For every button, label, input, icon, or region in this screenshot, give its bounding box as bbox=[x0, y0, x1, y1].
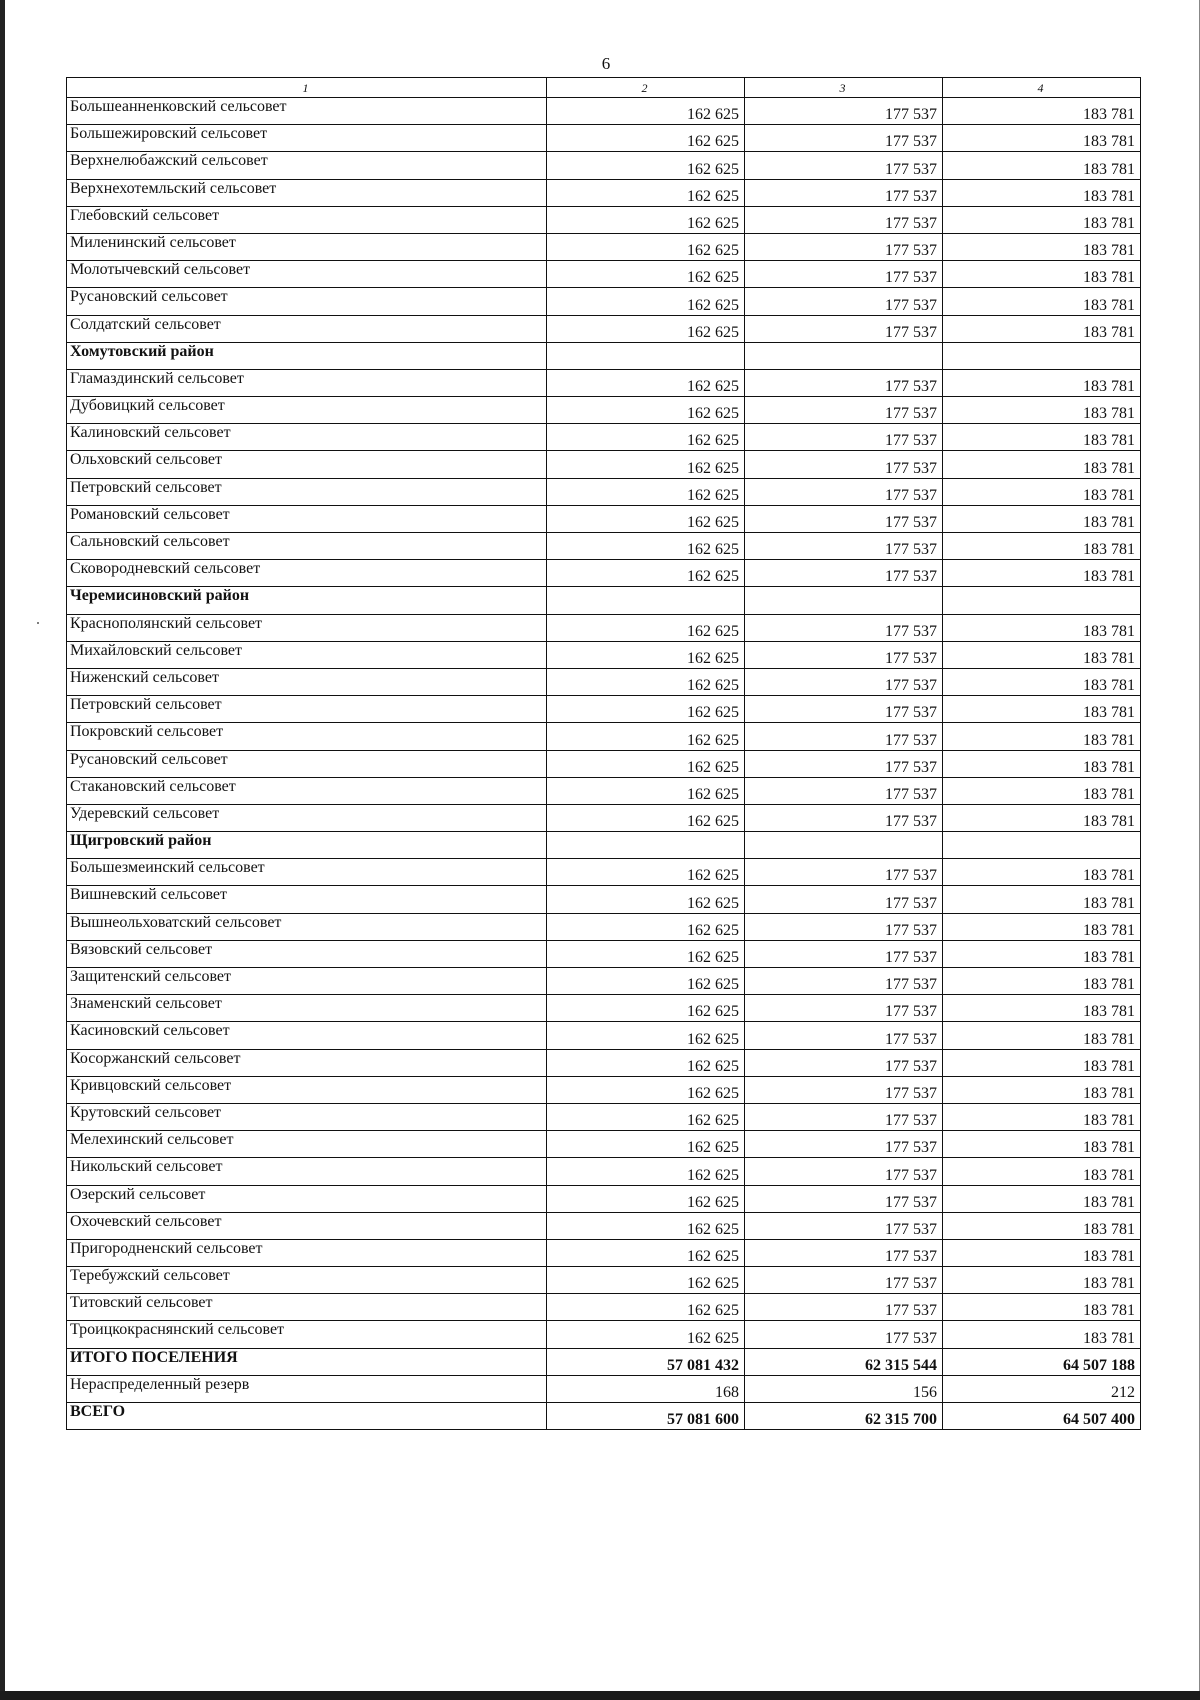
value-col-2-cell: 162 625 bbox=[547, 614, 745, 641]
value-col-4-cell: 183 781 bbox=[943, 261, 1141, 288]
value-col-3-cell: 177 537 bbox=[745, 886, 943, 913]
value-col-3-cell: 177 537 bbox=[745, 288, 943, 315]
value-col-3-cell: 177 537 bbox=[745, 1294, 943, 1321]
value-col-4-cell: 183 781 bbox=[943, 913, 1141, 940]
value-col-4-cell: 183 781 bbox=[943, 1267, 1141, 1294]
value-col-2-cell: 162 625 bbox=[547, 859, 745, 886]
table-row bbox=[67, 940, 1141, 967]
value-col-4-cell: 183 781 bbox=[943, 859, 1141, 886]
value-col-4-cell: 183 781 bbox=[943, 1076, 1141, 1103]
value-col-4-cell: 183 781 bbox=[943, 533, 1141, 560]
value-col-4-cell: 183 781 bbox=[943, 750, 1141, 777]
value-col-2-cell: 162 625 bbox=[547, 369, 745, 396]
value-col-4-cell: 183 781 bbox=[943, 397, 1141, 424]
value-col-3-cell: 177 537 bbox=[745, 1267, 943, 1294]
table-row bbox=[67, 1185, 1141, 1212]
settlement-name-cell: Вышнеольховатский сельсовет bbox=[67, 913, 547, 940]
value-col-2-cell: 162 625 bbox=[547, 886, 745, 913]
value-col-4-cell: 183 781 bbox=[943, 1294, 1141, 1321]
value-col-4-cell: 64 507 188 bbox=[943, 1348, 1141, 1375]
table-row bbox=[67, 1294, 1141, 1321]
settlement-name-cell: Дубовицкий сельсовет bbox=[67, 397, 547, 424]
table-row bbox=[67, 1267, 1141, 1294]
value-col-4-cell: 183 781 bbox=[943, 1185, 1141, 1212]
value-col-3-cell: 177 537 bbox=[745, 152, 943, 179]
column-number-row bbox=[67, 78, 1141, 98]
table-row bbox=[67, 1049, 1141, 1076]
settlement-name-cell: Нераспределенный резерв bbox=[67, 1375, 547, 1402]
settlement-name-cell: Петровский сельсовет bbox=[67, 478, 547, 505]
value-col-4-cell: 183 781 bbox=[943, 98, 1141, 125]
value-col-4-cell: 212 bbox=[943, 1375, 1141, 1402]
value-col-2-cell: 162 625 bbox=[547, 777, 745, 804]
value-col-3-cell: 177 537 bbox=[745, 125, 943, 152]
value-col-3-cell: 177 537 bbox=[745, 179, 943, 206]
value-col-3-cell: 177 537 bbox=[745, 451, 943, 478]
value-col-2-cell: 162 625 bbox=[547, 804, 745, 831]
value-col-3-cell: 177 537 bbox=[745, 1185, 943, 1212]
settlement-name-cell: Большеанненковский сельсовет bbox=[67, 98, 547, 125]
table-row bbox=[67, 777, 1141, 804]
table-row bbox=[67, 1212, 1141, 1239]
value-col-2-cell: 162 625 bbox=[547, 750, 745, 777]
value-col-3-cell: 177 537 bbox=[745, 369, 943, 396]
value-col-2-cell: 162 625 bbox=[547, 641, 745, 668]
value-col-2-cell: 162 625 bbox=[547, 995, 745, 1022]
table-row bbox=[67, 614, 1141, 641]
value-col-4-cell: 183 781 bbox=[943, 804, 1141, 831]
table-row bbox=[67, 886, 1141, 913]
value-col-2-cell: 162 625 bbox=[547, 1076, 745, 1103]
table-body bbox=[67, 78, 1141, 1430]
table-row bbox=[67, 1103, 1141, 1130]
settlement-name-cell: Хомутовский район bbox=[67, 342, 547, 369]
value-col-2-cell: 162 625 bbox=[547, 1022, 745, 1049]
value-col-3-cell: 177 537 bbox=[745, 723, 943, 750]
value-col-2-cell bbox=[547, 587, 745, 614]
value-col-3-cell: 177 537 bbox=[745, 750, 943, 777]
value-col-3-cell: 177 537 bbox=[745, 560, 943, 587]
settlement-name-cell: Русановский сельсовет bbox=[67, 288, 547, 315]
value-col-4-cell: 183 781 bbox=[943, 1212, 1141, 1239]
value-col-4-cell: 183 781 bbox=[943, 1103, 1141, 1130]
value-col-4-cell: 183 781 bbox=[943, 995, 1141, 1022]
settlement-name-cell: Мелехинский сельсовет bbox=[67, 1131, 547, 1158]
settlement-name-cell: ВСЕГО bbox=[67, 1403, 547, 1430]
settlement-name-cell: Пригородненский сельсовет bbox=[67, 1239, 547, 1266]
table-row bbox=[67, 859, 1141, 886]
table-row bbox=[67, 98, 1141, 125]
settlement-name-cell: Озерский сельсовет bbox=[67, 1185, 547, 1212]
value-col-3-cell: 177 537 bbox=[745, 913, 943, 940]
value-col-2-cell: 162 625 bbox=[547, 668, 745, 695]
total-row bbox=[67, 1348, 1141, 1375]
settlement-name-cell: Романовский сельсовет bbox=[67, 505, 547, 532]
settlement-name-cell: Крутовский сельсовет bbox=[67, 1103, 547, 1130]
value-col-4-cell: 183 781 bbox=[943, 940, 1141, 967]
table-row bbox=[67, 750, 1141, 777]
table-row bbox=[67, 1022, 1141, 1049]
table-row bbox=[67, 995, 1141, 1022]
value-col-3-cell: 177 537 bbox=[745, 206, 943, 233]
value-col-3-cell: 177 537 bbox=[745, 668, 943, 695]
value-col-4-cell: 183 781 bbox=[943, 478, 1141, 505]
table-row bbox=[67, 723, 1141, 750]
value-col-3-cell: 177 537 bbox=[745, 968, 943, 995]
table-row bbox=[67, 424, 1141, 451]
settlement-name-cell: Защитенский сельсовет bbox=[67, 968, 547, 995]
value-col-3-cell: 62 315 700 bbox=[745, 1403, 943, 1430]
settlement-name-cell: Кривцовский сельсовет bbox=[67, 1076, 547, 1103]
value-col-4-cell: 64 507 400 bbox=[943, 1403, 1141, 1430]
settlement-name-cell: Троицкокраснянский сельсовет bbox=[67, 1321, 547, 1348]
value-col-3-cell: 62 315 544 bbox=[745, 1348, 943, 1375]
settlement-name-cell: Касиновский сельсовет bbox=[67, 1022, 547, 1049]
value-col-2-cell: 162 625 bbox=[547, 560, 745, 587]
value-col-2-cell: 57 081 432 bbox=[547, 1348, 745, 1375]
settlement-name-cell: Сальновский сельсовет bbox=[67, 533, 547, 560]
table-row bbox=[67, 397, 1141, 424]
value-col-4-cell: 183 781 bbox=[943, 152, 1141, 179]
value-col-2-cell: 162 625 bbox=[547, 1294, 745, 1321]
value-col-3-cell bbox=[745, 832, 943, 859]
table-row bbox=[67, 261, 1141, 288]
value-col-2-cell: 162 625 bbox=[547, 424, 745, 451]
value-col-2-cell: 162 625 bbox=[547, 179, 745, 206]
settlement-name-cell: ИТОГО ПОСЕЛЕНИЯ bbox=[67, 1348, 547, 1375]
value-col-3-cell: 177 537 bbox=[745, 777, 943, 804]
value-col-2-cell: 162 625 bbox=[547, 288, 745, 315]
table-row bbox=[67, 804, 1141, 831]
table-row bbox=[67, 1321, 1141, 1348]
value-col-4-cell bbox=[943, 587, 1141, 614]
value-col-3-cell: 177 537 bbox=[745, 1239, 943, 1266]
settlement-name-cell: Щигровский район bbox=[67, 832, 547, 859]
value-col-3-cell: 177 537 bbox=[745, 478, 943, 505]
column-number-2: 2 bbox=[547, 78, 745, 98]
value-col-2-cell: 162 625 bbox=[547, 125, 745, 152]
value-col-3-cell: 177 537 bbox=[745, 98, 943, 125]
settlement-name-cell: Титовский сельсовет bbox=[67, 1294, 547, 1321]
value-col-4-cell bbox=[943, 342, 1141, 369]
value-col-2-cell: 162 625 bbox=[547, 1239, 745, 1266]
settlement-name-cell: Стакановский сельсовет bbox=[67, 777, 547, 804]
value-col-2-cell: 162 625 bbox=[547, 1131, 745, 1158]
table-row bbox=[67, 696, 1141, 723]
value-col-4-cell: 183 781 bbox=[943, 315, 1141, 342]
value-col-4-cell: 183 781 bbox=[943, 424, 1141, 451]
value-col-2-cell: 162 625 bbox=[547, 261, 745, 288]
value-col-4-cell: 183 781 bbox=[943, 206, 1141, 233]
value-col-4-cell: 183 781 bbox=[943, 1022, 1141, 1049]
table-row bbox=[67, 1158, 1141, 1185]
allocation-table bbox=[66, 77, 1141, 1430]
settlement-name-cell: Знаменский сельсовет bbox=[67, 995, 547, 1022]
value-col-4-cell: 183 781 bbox=[943, 125, 1141, 152]
settlement-name-cell: Вишневский сельсовет bbox=[67, 886, 547, 913]
value-col-4-cell: 183 781 bbox=[943, 179, 1141, 206]
value-col-4-cell: 183 781 bbox=[943, 723, 1141, 750]
column-number-3: 3 bbox=[745, 78, 943, 98]
value-col-2-cell: 162 625 bbox=[547, 478, 745, 505]
value-col-2-cell: 162 625 bbox=[547, 1049, 745, 1076]
district-row bbox=[67, 342, 1141, 369]
settlement-name-cell: Петровский сельсовет bbox=[67, 696, 547, 723]
value-col-2-cell: 162 625 bbox=[547, 723, 745, 750]
table-row bbox=[67, 1131, 1141, 1158]
table-row bbox=[67, 152, 1141, 179]
table-row bbox=[67, 913, 1141, 940]
value-col-3-cell: 177 537 bbox=[745, 424, 943, 451]
value-col-2-cell: 162 625 bbox=[547, 1185, 745, 1212]
value-col-2-cell: 162 625 bbox=[547, 1158, 745, 1185]
table-row bbox=[67, 315, 1141, 342]
value-col-2-cell: 162 625 bbox=[547, 968, 745, 995]
value-col-4-cell: 183 781 bbox=[943, 1049, 1141, 1076]
total-row bbox=[67, 1403, 1141, 1430]
table-row bbox=[67, 505, 1141, 532]
value-col-3-cell: 177 537 bbox=[745, 261, 943, 288]
value-col-4-cell: 183 781 bbox=[943, 668, 1141, 695]
value-col-2-cell: 162 625 bbox=[547, 913, 745, 940]
value-col-2-cell: 162 625 bbox=[547, 533, 745, 560]
value-col-4-cell: 183 781 bbox=[943, 451, 1141, 478]
value-col-4-cell: 183 781 bbox=[943, 641, 1141, 668]
table-row bbox=[67, 233, 1141, 260]
table-row bbox=[67, 968, 1141, 995]
value-col-2-cell: 162 625 bbox=[547, 152, 745, 179]
settlement-name-cell: Охочевский сельсовет bbox=[67, 1212, 547, 1239]
table-row bbox=[67, 560, 1141, 587]
value-col-4-cell: 183 781 bbox=[943, 1131, 1141, 1158]
value-col-3-cell: 177 537 bbox=[745, 859, 943, 886]
value-col-2-cell: 162 625 bbox=[547, 206, 745, 233]
value-col-2-cell bbox=[547, 342, 745, 369]
value-col-2-cell: 162 625 bbox=[547, 451, 745, 478]
settlement-name-cell: Русановский сельсовет bbox=[67, 750, 547, 777]
value-col-4-cell: 183 781 bbox=[943, 1158, 1141, 1185]
column-number-1: 1 bbox=[67, 78, 547, 98]
settlement-name-cell: Теребужский сельсовет bbox=[67, 1267, 547, 1294]
value-col-4-cell: 183 781 bbox=[943, 777, 1141, 804]
district-row bbox=[67, 587, 1141, 614]
value-col-3-cell: 156 bbox=[745, 1375, 943, 1402]
value-col-4-cell: 183 781 bbox=[943, 614, 1141, 641]
value-col-3-cell: 177 537 bbox=[745, 505, 943, 532]
value-col-2-cell: 162 625 bbox=[547, 98, 745, 125]
value-col-2-cell: 162 625 bbox=[547, 1212, 745, 1239]
table-row bbox=[67, 206, 1141, 233]
value-col-4-cell bbox=[943, 832, 1141, 859]
value-col-3-cell: 177 537 bbox=[745, 614, 943, 641]
settlement-name-cell: Сковородневский сельсовет bbox=[67, 560, 547, 587]
settlement-name-cell: Михайловский сельсовет bbox=[67, 641, 547, 668]
table-row bbox=[67, 179, 1141, 206]
value-col-2-cell: 57 081 600 bbox=[547, 1403, 745, 1430]
scan-speck bbox=[37, 622, 39, 624]
table-row bbox=[67, 369, 1141, 396]
settlement-name-cell: Верхнелюбажский сельсовет bbox=[67, 152, 547, 179]
value-col-2-cell: 162 625 bbox=[547, 1321, 745, 1348]
value-col-3-cell: 177 537 bbox=[745, 1131, 943, 1158]
settlement-name-cell: Ольховский сельсовет bbox=[67, 451, 547, 478]
column-number-4: 4 bbox=[943, 78, 1141, 98]
settlement-name-cell: Черемисиновский район bbox=[67, 587, 547, 614]
settlement-name-cell: Миленинский сельсовет bbox=[67, 233, 547, 260]
value-col-3-cell: 177 537 bbox=[745, 1212, 943, 1239]
table-row bbox=[67, 1375, 1141, 1402]
settlement-name-cell: Вязовский сельсовет bbox=[67, 940, 547, 967]
value-col-4-cell: 183 781 bbox=[943, 1321, 1141, 1348]
table-row bbox=[67, 1239, 1141, 1266]
value-col-4-cell: 183 781 bbox=[943, 1239, 1141, 1266]
value-col-2-cell: 162 625 bbox=[547, 505, 745, 532]
value-col-3-cell: 177 537 bbox=[745, 995, 943, 1022]
table-row bbox=[67, 668, 1141, 695]
value-col-2-cell bbox=[547, 832, 745, 859]
settlement-name-cell: Калиновский сельсовет bbox=[67, 424, 547, 451]
settlement-name-cell: Глебовский сельсовет bbox=[67, 206, 547, 233]
settlement-name-cell: Солдатский сельсовет bbox=[67, 315, 547, 342]
settlement-name-cell: Краснополянский сельсовет bbox=[67, 614, 547, 641]
settlement-name-cell: Большежировский сельсовет bbox=[67, 125, 547, 152]
value-col-4-cell: 183 781 bbox=[943, 886, 1141, 913]
value-col-2-cell: 162 625 bbox=[547, 940, 745, 967]
value-col-3-cell: 177 537 bbox=[745, 1103, 943, 1130]
page-number: 6 bbox=[601, 54, 611, 73]
value-col-4-cell: 183 781 bbox=[943, 288, 1141, 315]
value-col-3-cell bbox=[745, 342, 943, 369]
value-col-2-cell: 162 625 bbox=[547, 233, 745, 260]
value-col-3-cell: 177 537 bbox=[745, 641, 943, 668]
table-row bbox=[67, 641, 1141, 668]
value-col-3-cell: 177 537 bbox=[745, 940, 943, 967]
value-col-3-cell: 177 537 bbox=[745, 804, 943, 831]
table-row bbox=[67, 478, 1141, 505]
scan-bottom-edge bbox=[0, 1691, 1200, 1700]
value-col-4-cell: 183 781 bbox=[943, 369, 1141, 396]
value-col-4-cell: 183 781 bbox=[943, 696, 1141, 723]
value-col-2-cell: 162 625 bbox=[547, 1267, 745, 1294]
value-col-3-cell: 177 537 bbox=[745, 1076, 943, 1103]
scan-left-edge bbox=[0, 0, 5, 1700]
value-col-4-cell: 183 781 bbox=[943, 505, 1141, 532]
table-row bbox=[67, 1076, 1141, 1103]
table-row bbox=[67, 288, 1141, 315]
value-col-2-cell: 162 625 bbox=[547, 315, 745, 342]
settlement-name-cell: Покровский сельсовет bbox=[67, 723, 547, 750]
settlement-name-cell: Косоржанский сельсовет bbox=[67, 1049, 547, 1076]
value-col-4-cell: 183 781 bbox=[943, 560, 1141, 587]
value-col-3-cell: 177 537 bbox=[745, 1049, 943, 1076]
value-col-4-cell: 183 781 bbox=[943, 968, 1141, 995]
value-col-3-cell: 177 537 bbox=[745, 1321, 943, 1348]
settlement-name-cell: Ниженский сельсовет bbox=[67, 668, 547, 695]
district-row bbox=[67, 832, 1141, 859]
value-col-3-cell: 177 537 bbox=[745, 533, 943, 560]
value-col-2-cell: 162 625 bbox=[547, 696, 745, 723]
settlement-name-cell: Никольский сельсовет bbox=[67, 1158, 547, 1185]
value-col-3-cell: 177 537 bbox=[745, 696, 943, 723]
value-col-3-cell: 177 537 bbox=[745, 315, 943, 342]
settlement-name-cell: Верхнехотемльский сельсовет bbox=[67, 179, 547, 206]
value-col-3-cell: 177 537 bbox=[745, 1022, 943, 1049]
table-row bbox=[67, 125, 1141, 152]
table-row bbox=[67, 451, 1141, 478]
settlement-name-cell: Большезмеинский сельсовет bbox=[67, 859, 547, 886]
value-col-3-cell: 177 537 bbox=[745, 397, 943, 424]
settlement-name-cell: Гламаздинский сельсовет bbox=[67, 369, 547, 396]
value-col-2-cell: 168 bbox=[547, 1375, 745, 1402]
value-col-3-cell: 177 537 bbox=[745, 233, 943, 260]
value-col-3-cell bbox=[745, 587, 943, 614]
value-col-2-cell: 162 625 bbox=[547, 397, 745, 424]
value-col-4-cell: 183 781 bbox=[943, 233, 1141, 260]
value-col-2-cell: 162 625 bbox=[547, 1103, 745, 1130]
settlement-name-cell: Удеревский сельсовет bbox=[67, 804, 547, 831]
table-row bbox=[67, 533, 1141, 560]
settlement-name-cell: Молотычевский сельсовет bbox=[67, 261, 547, 288]
value-col-3-cell: 177 537 bbox=[745, 1158, 943, 1185]
